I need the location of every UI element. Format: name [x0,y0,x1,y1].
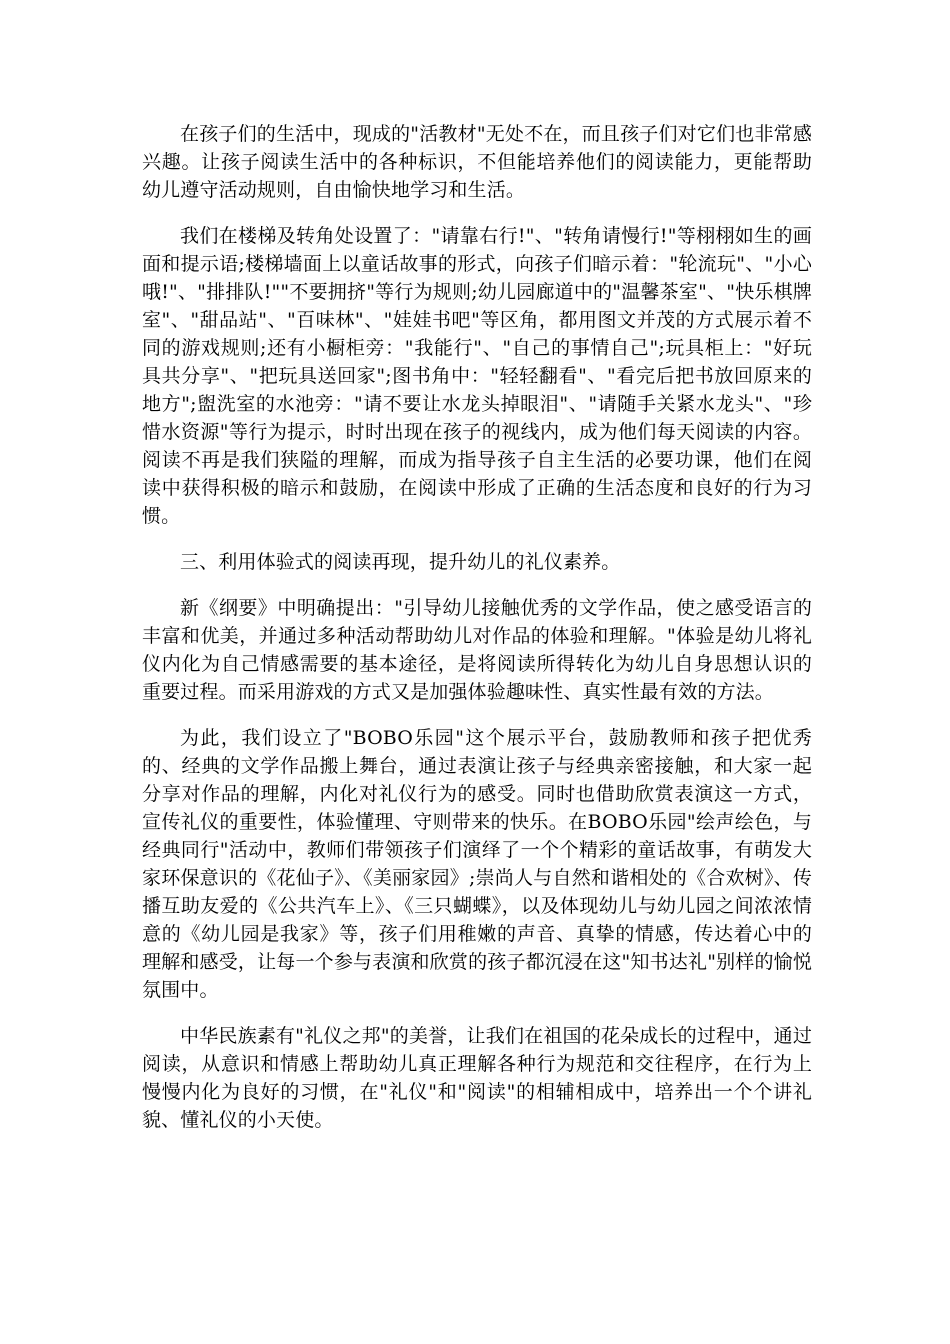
paragraph-bobo-park: 为此，我们设立了"BOBO乐园"这个展示平台，鼓励教师和孩子把优秀的、经典的文学作品搬上舞台，通过表演让孩子与经典亲密接触，和大家一起分享对作品的理解，内化对礼仪行为的感受。同时也借助欣赏表演这一方式，宣传礼仪的重要性，体验懂理、守则带来的快乐。在BOBO乐园"绘声绘色，与经典同行"活动中，教师们带领孩子们演绎了一个个精彩的童话故事，有萌发大家环保意识的《花仙子》、《美丽家园》;崇尚人与自然和谐相处的《合欢树》、传播互助友爱的《公共汽车上》、《三只蝴蝶》，以及体现幼儿与幼儿园之间浓浓情意的《幼儿园是我家》等，孩子们用稚嫩的声音、真挚的情感，传达着心中的理解和感受，让每一个参与表演和欣赏的孩子都沉浸在这"知书达礼"别样的愉悦氛围中。 [142,727,812,1001]
paragraph-signage-rules: 我们在楼梯及转角处设置了："请靠右行!"、"转角请慢行!"等栩栩如生的画面和提示语;楼梯墙面上以童话故事的形式，向孩子们暗示着："轮流玩"、"小心哦!"、"排排队!""不要拥挤"等行为规则;幼儿园廊道中的"温馨茶室"、"快乐棋牌室"、"甜品站"、"百味林"、"娃娃书吧"等区角，都用图文并茂的方式展示着不同的游戏规则;还有小橱柜旁："我能行"、"自己的事情自己";玩具柜上："好玩具共分享"、"把玩具送回家";图书角中："轻轻翻看"、"看完后把书放回原来的地方";盥洗室的水池旁："请不要让水龙头掉眼泪"、"请随手关紧水龙头"、"珍惜水资源"等行为提示，时时出现在孩子的视线内，成为他们每天阅读的内容。阅读不再是我们狭隘的理解，而成为指导孩子自主生活的必要功课，他们在阅读中获得积极的暗示和鼓励，在阅读中形成了正确的生活态度和良好的行为习惯。 [142,225,812,527]
paragraph-conclusion: 中华民族素有"礼仪之邦"的美誉，让我们在祖国的花朵成长的过程中，通过阅读，从意识和情感上帮助幼儿真正理解各种行为规范和交往程序，在行为上慢慢内化为良好的习惯，在"礼仪"和"阅读"的相辅相成中，培养出一个个讲礼貌、懂礼仪的小天使。 [142,1025,812,1131]
paragraph-living-materials: 在孩子们的生活中，现成的"活教材"无处不在，而且孩子们对它们也非常感兴趣。让孩子阅读生活中的各种标识，不但能培养他们的阅读能力，更能帮助幼儿遵守活动规则，自由愉快地学习和生活。 [142,123,812,201]
section-heading-three: 三、利用体验式的阅读再现，提升幼儿的礼仪素养。 [180,551,621,573]
document-body [142,120,812,1152]
paragraph-guidelines-quote: 新《纲要》中明确提出："引导幼儿接触优秀的文学作品，使之感受语言的丰富和优美，并通过多种活动帮助幼儿对作品的体验和理解。"体验是幼儿将礼仪内化为自己情感需要的基本途径，是将阅读所得转化为幼儿自身思想认识的重要过程。而采用游戏的方式又是加强体验趣味性、真实性最有效的方法。 [142,597,812,703]
